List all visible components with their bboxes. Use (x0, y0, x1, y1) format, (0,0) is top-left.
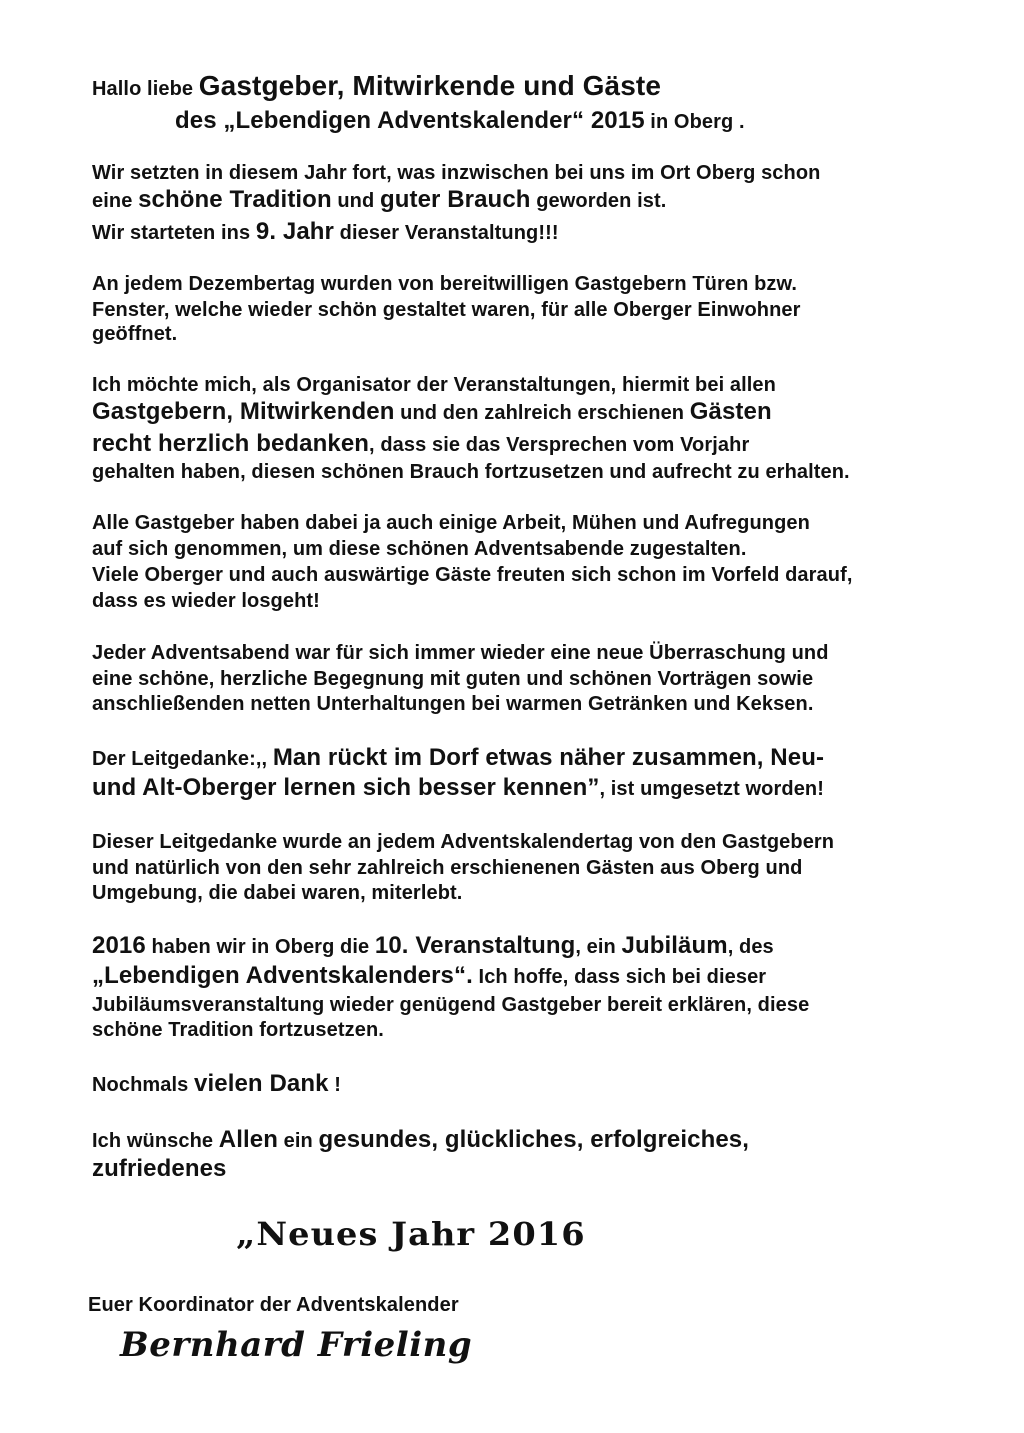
emphasis-bedanken: recht herzlich bedanken (92, 430, 370, 457)
new-year-heading: „Neues Jahr 2016 (236, 1215, 586, 1253)
greeting-event: des „Lebendigen Adventskalender“ 2015 (175, 107, 645, 134)
greeting-line-2 (175, 109, 745, 133)
text-fragment: eine (92, 190, 139, 212)
para4-line-1: Alle Gastgeber haben dabei ja auch einige Arbeit, Mühen und Aufregungen (92, 512, 810, 534)
emphasis-gaesten: Gästen (689, 398, 772, 425)
greeting-line-1 (92, 72, 661, 100)
para1-line-2 (92, 188, 666, 212)
text-fragment: und (331, 190, 380, 212)
para1-line-3 (92, 220, 559, 244)
para2-line-3: geöffnet. (92, 323, 178, 345)
para8-line-4: schöne Tradition fortzusetzen. (92, 1019, 384, 1041)
text-fragment: , ein (575, 936, 622, 958)
greeting-salutation: Hallo liebe (92, 78, 199, 100)
greeting-addressees: Gastgeber, Mitwirkende und Gäste (198, 70, 662, 101)
para4-line-2: auf sich genommen, um diese schönen Adventsabende zugestalten. (92, 538, 747, 560)
text-fragment: Ich hoffe, dass sich bei dieser (472, 966, 767, 988)
greeting-place: in Oberg . (644, 111, 745, 133)
para1-line-1: Wir setzten in diesem Jahr fort, was inzwischen bei uns im Ort Oberg schon (92, 162, 821, 184)
para5-line-1: Jeder Adventsabend war für sich immer wieder eine neue Überraschung und (92, 642, 829, 664)
text-fragment: haben wir in Oberg die (145, 936, 375, 958)
leitgedanke-quote-end: und Alt-Oberger lernen sich besser kennen” (92, 774, 600, 801)
para7-line-3: Umgebung, die dabei waren, miterlebt. (92, 882, 463, 904)
signature: Bernhard Frieling (120, 1325, 473, 1365)
emphasis-brauch: guter Brauch (379, 186, 531, 213)
text-fragment: ein (277, 1130, 319, 1152)
para3-line-2 (92, 400, 772, 424)
para5-line-3: anschließenden netten Unterhaltungen bei warmen Getränken und Keksen. (92, 693, 814, 715)
para7-line-1: Dieser Leitgedanke wurde an jedem Adventskalendertag von den Gastgebern (92, 831, 835, 853)
closing-line: Euer Koordinator der Adventskalender (88, 1294, 459, 1316)
para4-line-4: dass es wieder losgeht! (92, 590, 320, 612)
emphasis-veranstaltung: 10. Veranstaltung (374, 932, 576, 959)
emphasis-year: 9. Jahr (255, 218, 334, 245)
text-fragment: geworden ist. (530, 190, 667, 212)
para8-line-3: Jubiläumsveranstaltung wieder genügend Gastgeber bereit erklären, diese (92, 994, 810, 1016)
para6-line-2 (92, 776, 824, 800)
text-fragment: Wir starteten ins (92, 222, 256, 244)
para5-line-2: eine schöne, herzliche Begegnung mit guten und schönen Vorträgen sowie (92, 668, 814, 690)
leitgedanke-quote: Man rückt im Dorf etwas näher zusammen, Neu- (272, 744, 825, 771)
wish-line-1 (92, 1128, 749, 1152)
text-fragment: , des (727, 936, 774, 958)
para7-line-2: und natürlich von den sehr zahlreich erschienenen Gästen aus Oberg und (92, 857, 803, 879)
wish-line-2: zufriedenes (92, 1155, 227, 1182)
para2-line-2: Fenster, welche wieder schön gestaltet waren, für alle Oberger Einwohner (92, 299, 801, 321)
text-fragment: und den zahlreich erschienen (394, 402, 690, 424)
text-fragment: ! (328, 1074, 341, 1096)
emphasis-jubilaeum: Jubiläum (621, 932, 728, 959)
emphasis-event-name: „Lebendigen Adventskalenders“. (92, 962, 473, 989)
text-fragment: , dass sie das Versprechen vom Vorjahr (369, 434, 750, 456)
emphasis-wishes: gesundes, glückliches, erfolgreiches, (318, 1126, 750, 1153)
text-fragment: dieser Veranstaltung!!! (333, 222, 559, 244)
emphasis-tradition: schöne Tradition (138, 186, 332, 213)
emphasis-2016: 2016 (92, 932, 146, 959)
para2-line-1: An jedem Dezembertag wurden von bereitwilligen Gastgebern Türen bzw. (92, 273, 798, 295)
text-fragment: Ich wünsche (92, 1130, 219, 1152)
para8-line-2 (92, 964, 766, 988)
text-fragment: Der Leitgedanke:,, (92, 748, 273, 770)
para3-line-3 (92, 432, 749, 456)
para8-line-1 (92, 934, 774, 958)
para3-line-1: Ich möchte mich, als Organisator der Veranstaltungen, hiermit bei allen (92, 374, 776, 396)
emphasis-gastgebern: Gastgebern, Mitwirkenden (92, 398, 395, 425)
thanks-line (92, 1072, 341, 1096)
emphasis-dank: vielen Dank (194, 1070, 329, 1097)
text-fragment: , ist umgesetzt worden! (599, 778, 824, 800)
para4-line-3: Viele Oberger und auch auswärtige Gäste freuten sich schon im Vorfeld darauf, (92, 564, 853, 586)
emphasis-allen: Allen (218, 1126, 278, 1153)
para3-line-4: gehalten haben, diesen schönen Brauch fortzusetzen und aufrecht zu erhalten. (92, 461, 850, 483)
text-fragment: Nochmals (92, 1074, 195, 1096)
para6-line-1 (92, 746, 824, 770)
